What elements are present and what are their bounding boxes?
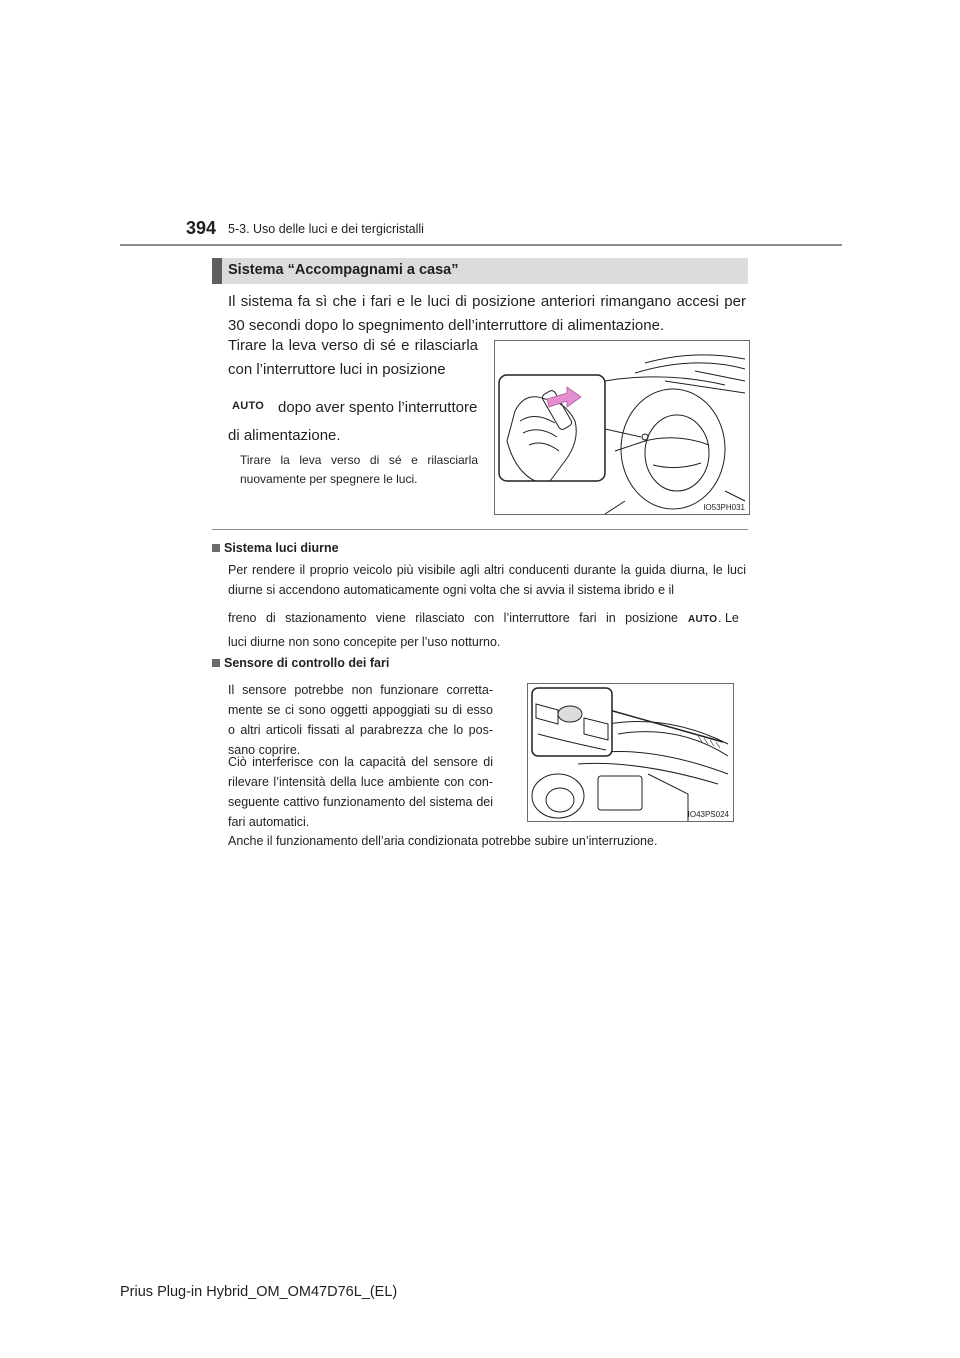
instruction-note: Tirare la leva verso di sé e rilasciarla nuovamente per spegnere le luci.: [240, 453, 478, 486]
section-divider: [212, 529, 748, 530]
sensor-after-text: Anche il funzionamento dell’aria condizionata potrebbe subire un’interruzione.: [228, 834, 658, 848]
sensor-text: Il sensore potrebbe non funzionare corretta-mente se ci sono oggetti appoggiati su di esso o altri articoli fissati al parabrezza che lo pos-sano coprire.: [228, 683, 493, 757]
chapter-title: 5-3. Uso delle luci e dei tergicristalli: [228, 222, 424, 236]
instruction-text-end: di alimentazione.: [228, 427, 341, 444]
sensor-illustration: [527, 683, 734, 822]
footer-text: Prius Plug-in Hybrid_OM_OM47D76L_(EL): [120, 1284, 398, 1300]
daytime-heading: Sistema luci diurne: [212, 541, 339, 555]
figure-code: IO53PH031: [703, 503, 745, 512]
sensor-heading: Sensore di controllo dei fari: [212, 656, 389, 670]
auto-icon: AUTO: [232, 400, 265, 412]
instruction-text: Tirare la leva verso di sé e rilasciarla con l’interruttore luci in posizione: [228, 337, 478, 378]
instruction-text-cont: dopo aver spento l’interruttore: [278, 399, 478, 416]
lever-illustration: [494, 340, 750, 515]
figure-code-2: IO43PS024: [687, 810, 729, 819]
auto-icon-inline: AUTO: [688, 614, 718, 625]
sensor-illustration-drawing: [528, 684, 733, 821]
square-bullet-icon: [212, 544, 220, 552]
section-marker: [212, 258, 222, 284]
header-rule: [120, 244, 842, 246]
daytime-text-le: . Le: [718, 611, 739, 625]
sensor-text-2: Ciò interferisce con la capacità del sensore di rilevare l’intensità della luce ambiente con con-seguente cattivo funzionamento del sistema dei fari automatici.: [228, 755, 493, 829]
page-number: 394: [186, 218, 217, 238]
daytime-text-cont: freno di stazionamento viene rilasciato con l’interruttore fari in posizione: [228, 611, 678, 625]
section-title: Sistema “Accompagnami a casa”: [228, 262, 459, 278]
daytime-text-end: luci diurne non sono concepite per l’uso notturno.: [228, 635, 501, 649]
section-intro: Il sistema fa sì che i fari e le luci di posizione anteriori rimangano accesi per 30 secondi dopo lo spegnimento dell’interruttore di alimentazione.: [228, 293, 746, 334]
lever-illustration-drawing: [495, 341, 749, 514]
daytime-text: Per rendere il proprio veicolo più visibile agli altri conducenti durante la guida diurna, le luci diurne si accendono automaticamente ogni volta che si avvia il sistema ibrido e il: [228, 563, 746, 597]
section-title-bar: [212, 258, 748, 284]
square-bullet-icon: [212, 659, 220, 667]
